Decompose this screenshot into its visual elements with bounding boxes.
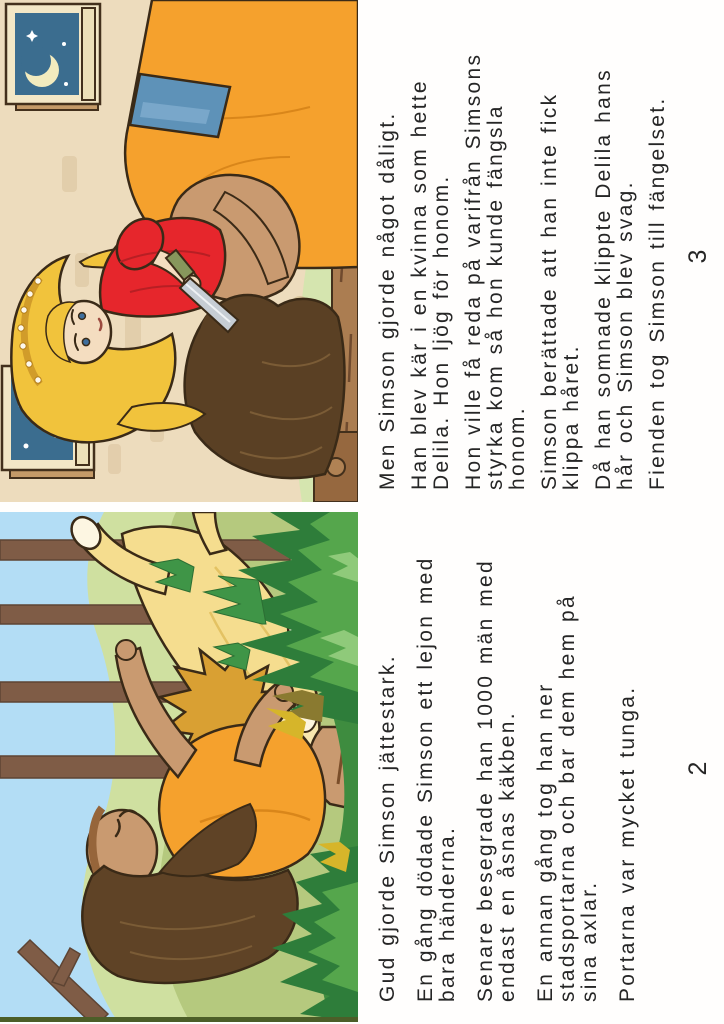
paragraph xyxy=(377,532,399,1002)
text-line: Fienden tog Simson till fängelset. xyxy=(646,96,669,490)
text-line: Då han somnade klippte Delila hans xyxy=(592,68,615,490)
text-line: bara händerna. xyxy=(436,825,459,1002)
page-3-text xyxy=(377,20,679,490)
text-line: En gång dödade Simson ett lejon med xyxy=(414,556,437,1002)
text-line: Portarna var mycket tunga. xyxy=(616,685,639,1002)
paragraph xyxy=(539,20,583,490)
paragraph xyxy=(647,20,669,490)
paragraph xyxy=(617,532,639,1002)
paragraph xyxy=(409,20,453,490)
paragraph xyxy=(593,20,637,490)
paragraph xyxy=(415,532,459,1002)
text-line: Men Simson gjorde något dåligt. xyxy=(376,111,399,490)
text-line: Gud gjorde Simson jättestark. xyxy=(376,654,399,1002)
page-number: 3 xyxy=(684,248,712,264)
eye xyxy=(79,313,86,320)
text-line: endast en åsnas käkben. xyxy=(496,711,519,1002)
text-line: Hon ville få reda på varifrån Simsons xyxy=(462,52,485,490)
text-line: styrka kom så hon kunde fängsla xyxy=(484,104,507,490)
lion-scene-graphic xyxy=(0,512,358,1022)
text-line: Simson berättade att han inte fick xyxy=(538,92,561,490)
paragraph xyxy=(463,20,529,490)
page-2-text xyxy=(377,532,655,1002)
text-line: sina axlar. xyxy=(578,880,601,1002)
illustration-delila-cuts-simsons-hair xyxy=(0,0,358,502)
text-line: Senare besegrade han 1000 män med xyxy=(474,559,497,1002)
paragraph xyxy=(377,20,399,490)
text-line: honom. xyxy=(506,406,529,490)
text-line: klippa håret. xyxy=(560,344,583,490)
paragraph xyxy=(475,532,519,1002)
window-moon xyxy=(6,4,100,110)
paragraph xyxy=(535,532,601,1002)
eye xyxy=(82,338,89,345)
text-line: En annan gång tog han ner xyxy=(534,682,557,1002)
booklet-page-2 xyxy=(0,512,724,1024)
text-line: Han blev kär i en kvinna som hette xyxy=(408,79,431,490)
text-line: hår och Simson blev svag. xyxy=(614,180,637,490)
text-line: stadsportarna och bar dem hem på xyxy=(556,594,579,1002)
text-line: Delila. Hon ljög för honom. xyxy=(430,174,453,490)
hand xyxy=(116,640,136,660)
page-number: 2 xyxy=(684,760,712,776)
delila-scene-graphic xyxy=(0,0,358,502)
illustration-simson-fights-lion xyxy=(0,512,358,1022)
illustration-edge-strip xyxy=(0,1017,358,1022)
